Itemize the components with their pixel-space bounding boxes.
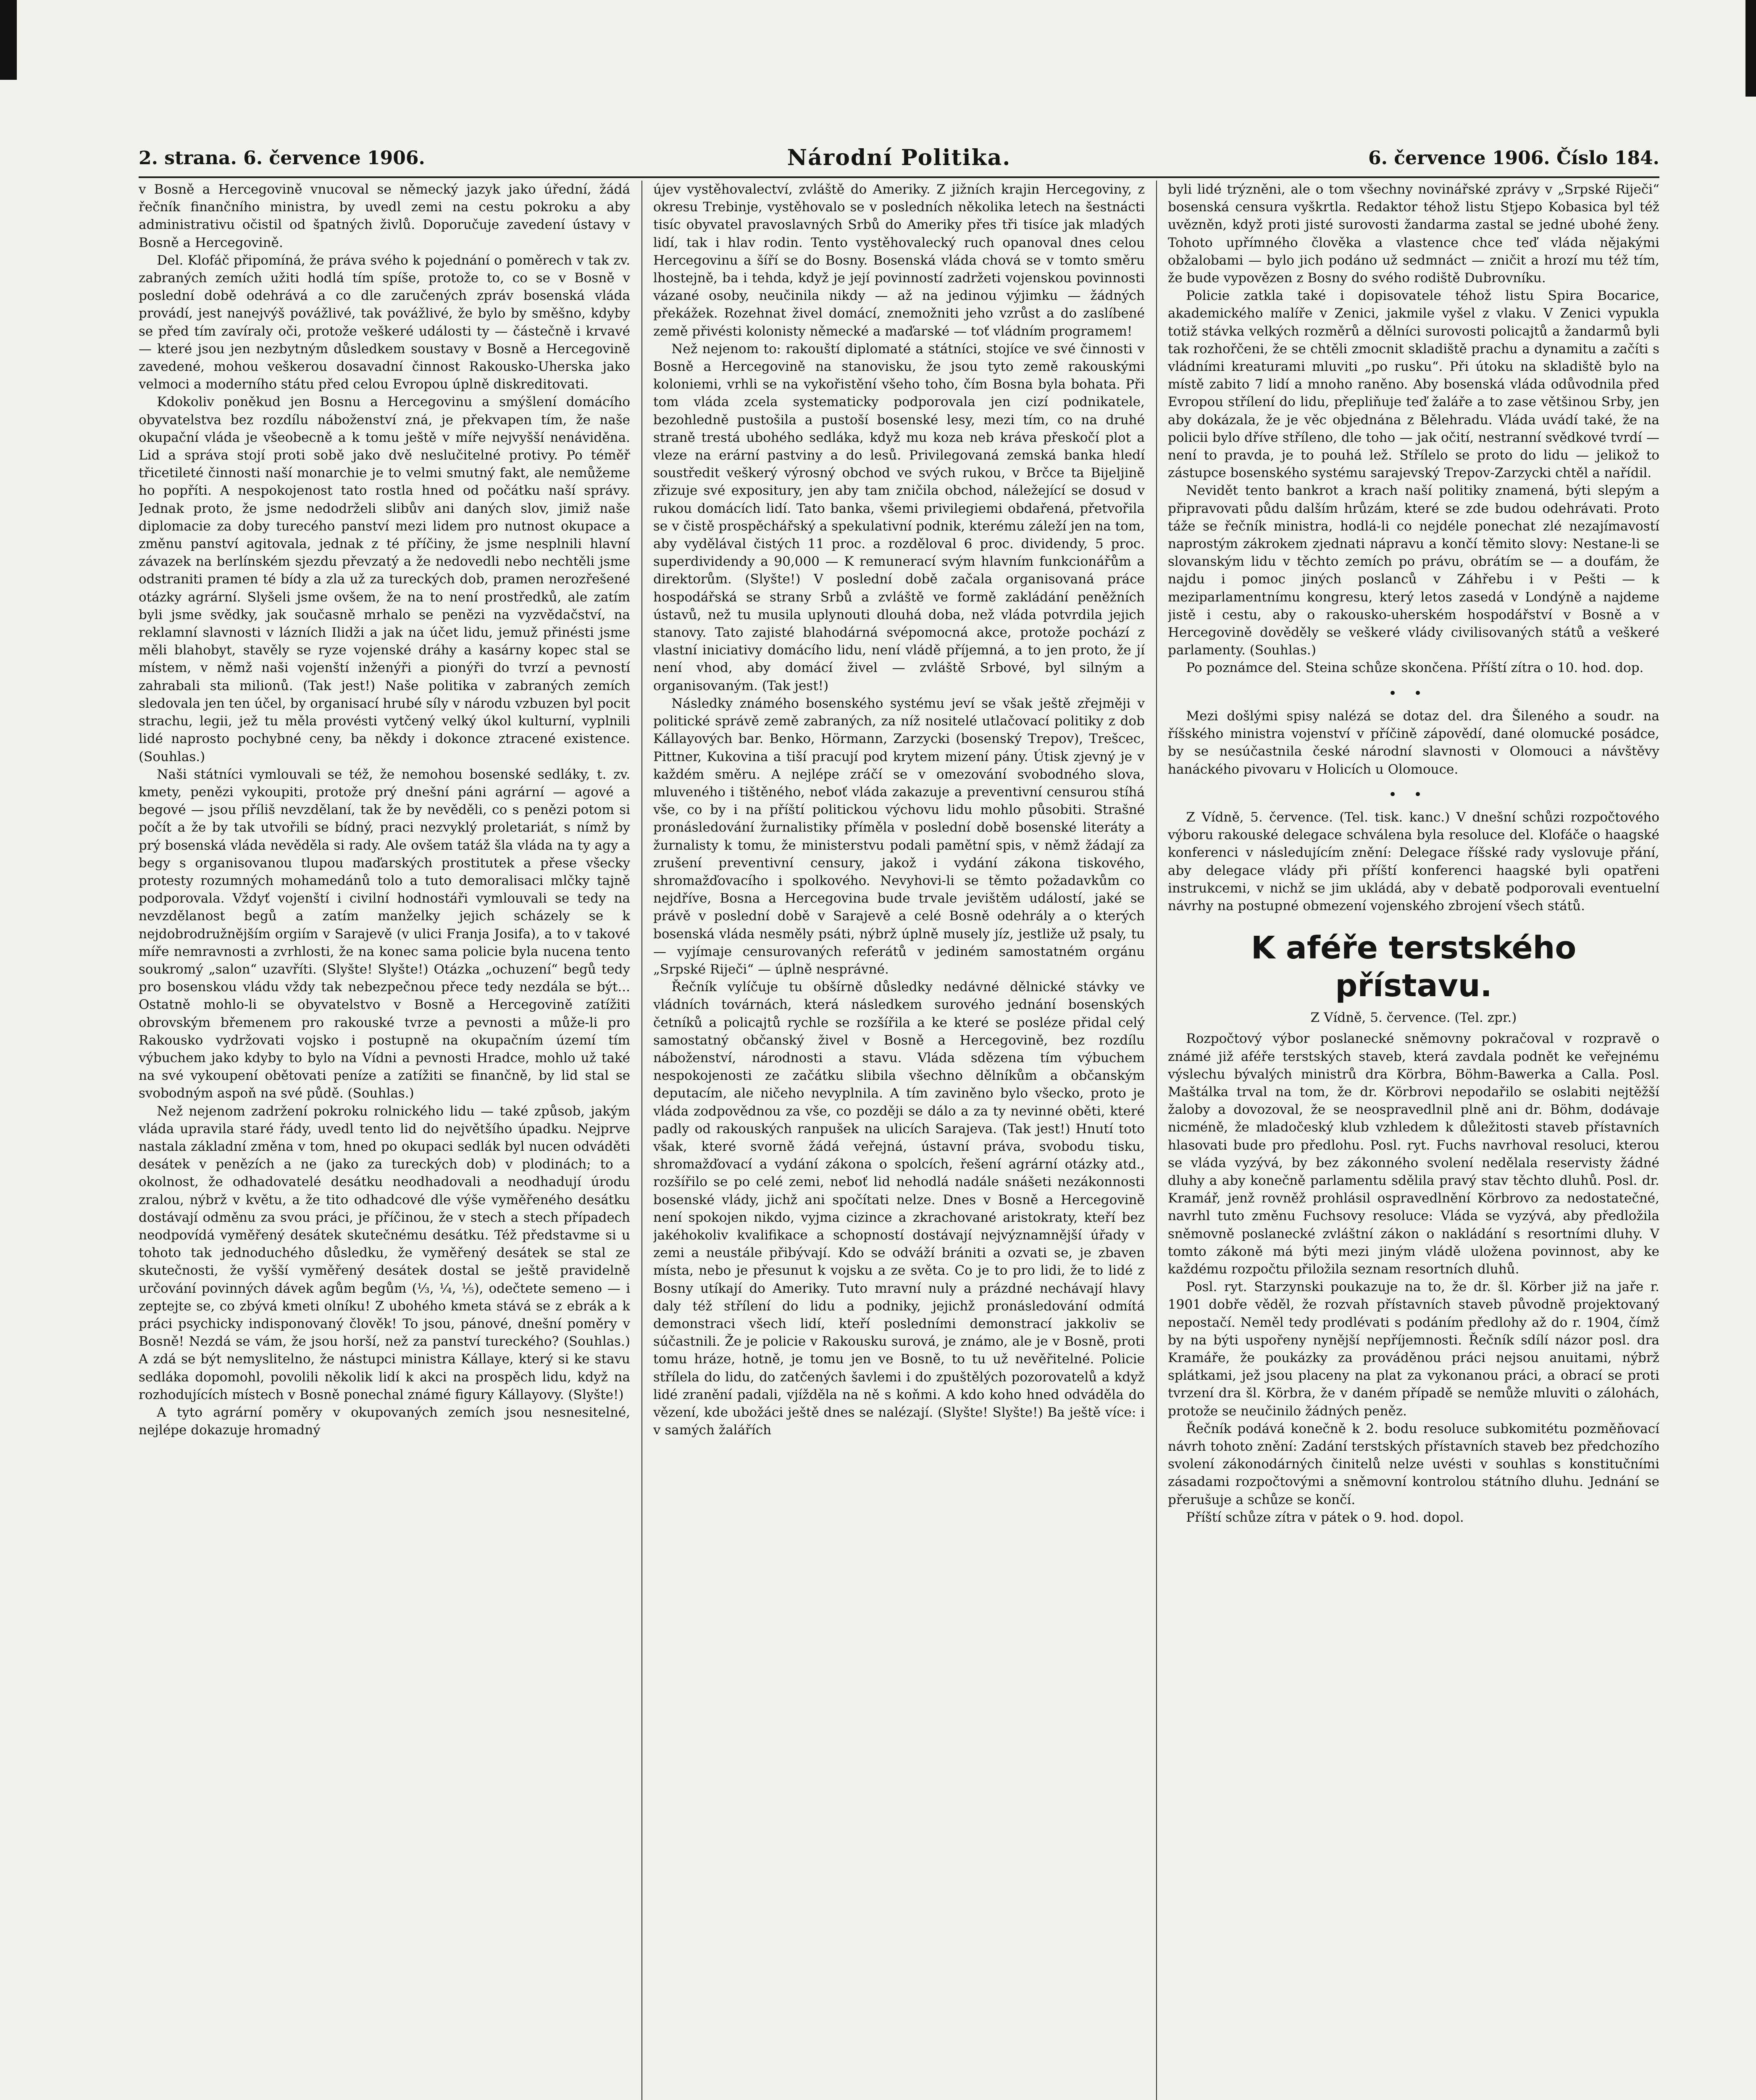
- paragraph: Policie zatkla také i dopisovatele téhož listu Spira Bocarice, akademického malíře v Zenici, jakmile vyšel z vlaku. V Zenici vypukla totiž stávka velkých rozměrů a dělníci surovosti policajtů a žandarmů byli tak rozhořčeni, že se chtěli zmocnit skladiště prachu a dynamitu a začíti s vládními kreaturami mluviti „po rusku“. Při útoku na skladiště bylo na místě zabito 7 lidí a mnoho raněno. Aby bosenská vláda odůvodnila před Evropou střílení do lidu, přepliňuje teď žaláře a to zase většinou Srby, jen aby dokázala, že je věc objednána z Bělehradu. Vláda uvádí také, že na policii bylo dříve stříleno, dle toho — jak očití, nestranní svědkové tvrdí — není to pravda, je to pouhá lež. Střílelo se proto do lidu — jelikož to zástupce bosenského systému sarajevský Trepov-Zarzycki chtěl a nařídil.: [1168, 288, 1659, 481]
- paragraph: Nevidět tento bankrot a krach naší politiky znamená, býti slepým a připravovati půdu dalším hrůzám, které se zde budou odehrávati. Proto táže se řečník ministra, hodlá-li co nejdéle ponechat zlé nezajímavostí naprostým zákrokem zjednati nápravu a končí těmito slovy: Nestane-li se slovanským lidu v těchto zemích po právu, obrátím se — a doufám, že najdu i pomoc jiných poslanců v Záhřebu i v Pešti — k meziparlamentnímu kongresu, který letos zasedá v Londýně a najdeme jistě i cestu, aby o rakousko-uherském hospodářství v Bosně a v Hercegovině dověděly se veškeré vlády civilisovaných států a veškeré parlamenty. (Souhlas.): [1168, 483, 1659, 658]
- article-headline: K aféře terstského přístavu.: [1251, 930, 1577, 1004]
- paragraph: Naši státníci vymlouvali se též, že nemohou bosenské sedláky, t. zv. kmety, penězi vykoupiti, protože prý dnešní páni agrární — agové a begové — jsou příliš nevzdělaní, tak že by nevěděli, co s penězi potom si počít a že by tak utvořili se bídný, praci nezvyklý proletariát, s nímž by prý bosenská vláda nevěděla si rady. Ale ovšem tatáž šla vláda na ty agy a begy s organisovanou tlupou maďarských prostitutek a přese všecky protesty rozumných mohamedánů tolo a tuto demoralisaci mlčky tajně podporovala. Vždyť vojenští i civilní hodnostáři vymlouvali se tedy na nevzdělanost begů a zatím manželky jejich scházely se k nejdobrodružnějším orgiím v Sarajevě (v ulici Franja Josifa), a to v takové míře nemravnosti a zvrhlosti, že na konec sama policie byla nucena tento soukromý „salon“ uzavříti. (Slyšte! Slyšte!) Otázka „ochuzení“ begů tedy pro bosenskou vládu vždy tak nebezpečnou přece tedy nezdála se být... Ostatně mohlo-li se obyvatelstvo v Bosně a Hercegovině zatížiti obrovským břemenem pro rakouské tvrze a pevnosti a může-li pro Rakousko vydržovati vojsko i postupně na okupačním území tím výbuchem jako kdyby to bylo na Vídni a pevnosti Hradce, mohlo už také na své vykoupení obětovati peníze a zatížiti se finančně, by lid stal se svobodným aspoň na své půdě. (Souhlas.): [139, 766, 630, 1101]
- newspaper-page: [139, 139, 1659, 2100]
- paragraph: újev vystěhovalectví, zvláště do Ameriky. Z jižních krajin Hercegoviny, z okresu Trebinje, vystěhovalo se v posledních několika letech na šestnácti tisíc obyvatel pravoslavných Srbů do Ameriky přes tři tisíce jak mladých lidí, tak i hlav rodin. Tento vystěhovalecký ruch opanoval dnes celou Hercegovinu a šíří se do Bosny. Bosenská vláda chová se v tomto směru lhostejně, ba i tehda, když je její povinností zadržeti vojenskou povinnosti vázané osoby, neučinila nikdy — až na jedinou výjimku — žádných překážek. Rozehnat živel domácí, znemožniti jeho vzrůst a do zaslíbené země přivésti kolonisty německé a maďarské — toť vládním programem!: [653, 182, 1145, 339]
- paragraph: Mezi došlými spisy nalézá se dotaz del. dra Šileného a soudr. na říšského ministra vojenství v příčině zápovědí, dané olomucké posádce, by se nesúčastnila české národní slavnosti v Olomouci a návštěvy hanáckého pivovaru v Holicích u Olomouce.: [1168, 708, 1659, 777]
- column-divider: [1156, 181, 1157, 2100]
- paragraph: Řečník podává konečně k 2. bodu resoluce subkomitétu pozměňovací návrh tohoto znění: Zadání terstských přístavních staveb bez předchozího svolení zákonodárných činitelů nelze uvésti v souhlas s konstitučními zásadami rozpočtovými a sněmovní kontrolou státního dluhu. Jednání se přerušuje a schůze se končí.: [1168, 1421, 1659, 1507]
- paragraph: Než nejenom to: rakouští diplomaté a státníci, stojíce ve své činnosti v Bosně a Hercegovině na stanovisku, že jsou tyto země rakouskými koloniemi, vrhli se na vykořistění všeho toho, čím Bosna byla bohata. Při tom vláda zcela systematicky podporovala jen cizí podnikatele, bezohledně pustošila a pustoší bosenské lesy, mezi tím, co na druhé straně trestá ubohého sedláka, když mu koza neb kráva přeskočí plot a vleze na erární pastviny a do lesů. Privilegovaná zemská banka hledí soustředit veškerý výrosný obchod ve svých rukou, v Brčce ta Bijeljině zřizuje své expositury, jen aby tam zničila obchod, náležející se dosud v rukou domácích lidí. Tato banka, všemi privilegiemi obdařená, přetvořila se v čistě prospěchářský a spekulativní podnik, kterému záleží jen na tom, aby vydělával čistých 11 proc. a rozděloval 6 proc. dividendy, 5 proc. superdividendy a 90,000 — K remunerací svým hlavním funkcionářům a direktorům. (Slyšte!) V poslední době začala organisovaná práce hospodářská se strany Srbů a zvláště ve formě zakládání peněžních ústavů, než tu musila uplynouti dlouhá doba, než vláda potvrdila jejich stanovy. Tato zajisté blahodárná svépomocná akce, protože pochází z vlastní iniciativy domácího lidu, není vládě příjemná, a to jen proto, že jí není vhod, aby domácí živel — zvláště Srbové, byl silným a organisovaným. (Tak jest!): [653, 341, 1145, 693]
- paragraph: Následky známého bosenského systému jeví se však ještě zřejměji v politické správě země zabraných, za níž nositelé utlačovací politiky z dob Kállayových bar. Benko, Hörmann, Zarzycki (bosenský Trepov), Trešcec, Pittner, Kukovina a tiší pracují pod krytem mizení pány. Útisk zjevný je v každém směru. A nejlépe zráčí se v omezování svobodného slova, mluveného i tištěného, neboť vláda zakazuje a preventivní censurou stíhá vše, co by i na příští politickou výchovu lidu mohlo působiti. Strašné pronásledování žurnalistiky příměla v poslední době bosenské literáty a žurnalisty k tomu, že ministerstvu podali pamětní spis, v němž žádají za zrušení preventivní censury, jakož i vydání zákona tiskového, shromažďovacího i spolkového. Nevyhovi-li se těmto požadavkům co nejdříve, Bosna a Hercegovina bude trvale jevištěm událostí, jaké se právě v poslední době v Sarajevě a celé Bosně odehrály a o kterých bosenská vláda nesměly psáti, nýbrž úplně musely jíz, jestliže už psaly, tu — vyjímaje censurovaných referátů v jediném samostatném orgánu „Srpské Riječi“ — úplně nesprávné.: [653, 696, 1145, 977]
- article-dateline: Z Vídně, 5. července. (Tel. zpr.): [1310, 1010, 1517, 1026]
- paragraph: Posl. ryt. Starzynski poukazuje na to, že dr. šl. Körber již na jaře r. 1901 dobře věděl, že rozvah přístavních staveb původně projektovaný nepostačí. Neměl tedy prodlévati s podáním předlohy až do r. 1904, čímž by na býti uspořeny nynější nepříjemnosti. Řečník sdílí názor posl. dra Kramáře, že poukázky za prováděnou práci nejsou anuitami, nýbrž splátkami, jež jsou placeny na plat za vykonanou práci, a obrací se proti tvrzení dra šl. Körbra, že v daném případě se nemůže mluviti o zálohách, protože se neučinilo žádných peněz.: [1168, 1279, 1659, 1419]
- section-separator: ••: [1388, 786, 1439, 803]
- scan-edge-mark: [1745, 0, 1756, 97]
- page-header: [139, 139, 1659, 178]
- paragraph: Než nejenom zadržení pokroku rolnického lidu — také způsob, jakým vláda upravila staré řády, uvedl tento lid do největšího úpadku. Nejprve nastala základní změna v tom, hned po okupaci sedlák byl nucen odváděti desátek v penězích a ne (jako za tureckých dob) v plodinách; to a okolnost, že odhadovatelé desátku neodhadovali a neodhadují úrodu zralou, nýbrž v květu, a že tito odhadcové dle výše vyměřeného desátku dostávají odměnu za svou práci, je příčinou, že v stech a stech případech neodpovídá vyměřený desátek skutečnému desátku. Též představme si u tohoto tak jednoduchého důsledku, že vyměřený desátek se stal ze skutečnosti, že vyšší vyměřený desátek dostal se ještě pravidelně určování povinných dávek agům begům (⅓, ¼, ⅕), odečtete semeno — i zeptejte se, co zbývá kmeti olníku! Z ubohého kmeta stává se z ebrák a k práci psychicky indisponovaný člověk! To jsou, pánové, dnešní poměry v Bosně! Nezdá se vám, že jsou horší, než za panství tureckého? (Souhlas.) A zdá se být nemyslitelno, že nástupci ministra Kállaye, který si ke stavu sedláka dopomohl, povolili několik lidí k akci na prospěch lidu, když na rozhodujících místech v Bosně ponechal známé figury Kállayovy. (Slyšte!): [139, 1103, 630, 1402]
- page-number-date: 2. strana. 6. července 1906.: [139, 147, 425, 169]
- article-columns: [139, 181, 1659, 2100]
- column-middle: [653, 181, 1145, 2100]
- issue-number-date: 6. července 1906. Číslo 184.: [1368, 147, 1659, 169]
- paragraph: Příští schůze zítra v pátek o 9. hod. dopol.: [1186, 1509, 1464, 1525]
- paragraph: A tyto agrární poměry v okupovaných zemích jsou nesnesitelné, nejlépe dokazuje hromadný: [139, 1405, 630, 1438]
- paragraph: Řečník vylíčuje tu obšírně důsledky nedávné dělnické stávky ve vládních továrnách, která následkem surového jednání bosenských četníků a policajtů rychle se rozšířila a ke které se posléze přidal celý samostatný občanský živel v Bosně a Hercegovině, bez rozdílu náboženství, národnosti a stavu. Vláda sdězena tím výbuchem nespokojenosti ze začátku slibila všechno dělníkům a občanským deputacím, ale ničeho nevyplnila. A tím zaviněno bylo všecko, proto je vláda zodpovědnou za vše, co později se dálo a za ty nevinné oběti, které padly od rakouských ranpušek na ulicích Sarajeva. (Tak jest!) Hnutí toto však, které svorně žádá veřejná, ústavní práva, svobodu tisku, shromažďovací a vydání zákona o spolcích, řešení agrární otázky atd., rozšířilo se po celé zemi, neboť lid nehodlá nadále snášeti nezákonnosti bosenské vlády, jichž ani spočítati nelze. Dnes v Bosně a Hercegovině není spokojen nikdo, vyjma cizince a zkrachované aristokraty, kteří bez jakéhokoliv kvalifikace a schopností dostávají nejvýznamnější úřady v zemi a neustále přibývají. Kdo se odváží brániti a ozvati se, je zbaven místa, nebo je přesunut k vojsku a ze světa. Co je to pro lidi, že to lidé z Bosny utíkají do Ameriky. Tuto mravní nuly a prázdné nechávají hlavy daly též střílení do lidu a podniky, jejichž pronásledování odmítá demonstraci všech lidí, kteří posledními demonstrací jakkoliv se súčastnili. Že je policie v Rakousku surová, je známo, ale je v Bosně, proti tomu hráze, hotně, je tomu jen ve Bosně, to tu už nevěřitelné. Policie střílela do lidu, do zatčených šavlemi i do zpuštělých pozorovatelů a když lidé zranění padali, vjížděla na ně s koňmi. A kdo koho hned odváděla do vězení, kde ubožáci ještě dnes se nalézají. (Slyšte! Slyšte!) Ba ještě více: i v samých žalářích: [653, 979, 1145, 1438]
- column-left: [139, 181, 630, 2100]
- paragraph: Z Vídně, 5. července. (Tel. tisk. kanc.) V dnešní schůzi rozpočtového výboru rakouské delegace schválena byla resoluce del. Klofáče o haagské konferenci v následujícím znění: Delegace říšské rady vyslovuje přání, aby delegace vlády při příští konferenci haagské byli opatřeni instrukcemi, v nichž se jim ukládá, aby v debatě podporovali eventuelní návrhy na postupné obmezení vojenského zbrojení všech států.: [1168, 809, 1659, 914]
- paragraph: Del. Klofáč připomíná, že práva svého k pojednání o poměrech v tak zv. zabraných zemích užiti hodlá tím spíše, protože to, co se v Bosně v poslední době odehrává a co dle zaručených zpráv bosenská vláda provádí, jest nanejvýš povážlivé, tak povážlivé, že bylo by směšno, kdyby se před tím zavíraly oči, protože veškeré události ty — částečně i krvavé — které jsou jen nezbytným důsledkem soustavy v Bosně a Hercegovině zavedené, mohou veškerou dosavadní činnost Rakousko-Uherska jako velmoci a moderního státu před celou Evropou úplně diskreditovati.: [139, 252, 630, 392]
- paragraph: Rozpočtový výbor poslanecké sněmovny pokračoval v rozpravě o známé již aféře terstských staveb, která zavdala podnět ke veřejnému výslechu bývalých ministrů dra Körbra, Böhm-Bawerka a Calla. Posl. Maštálka trval na tom, že dr. Körbrovi nepodařilo se oslabiti nejtěžší žaloby a dovozoval, že se neospravedlnil plně ani dr. Böhm, dodávaje nicméně, že mladočeský klub vzhledem k důležitosti staveb přístavních hlasovati bude pro předlohu. Posl. ryt. Fuchs navrhoval resoluci, kterou se vláda vyzývá, by bez zákonného svolení nedělala reservisty žádné dluhy a aby konečně parlamentu sdělila pravý stav těchto dluhů. Posl. dr. Kramář, jenž rovněž prohlásil ospravedlnění Körbrovo za nedostatečné, navrhl tuto změnu Fuchsovy resoluce: Vláda se vyzývá, aby předložila sněmovně poslanecké zvláštní zákon o nakládání s resortními dluhy. V tomto zákoně má býti mezi jiným vládě uložena povinnost, aby ke každému rozpočtu přiložila seznam resortních dluhů.: [1168, 1031, 1659, 1277]
- paragraph: v Bosně a Hercegovině vnucoval se německý jazyk jako úřední, žádá řečník finančního ministra, by uvedl zemi na cestu pokroku a aby administrativu očistil od špatných živlů. Doporučuje zavedení ústavy v Bosně a Hercegovině.: [139, 182, 630, 250]
- scan-edge-mark: [0, 0, 17, 80]
- paragraph: byli lidé trýzněni, ale o tom všechny novinářské zprávy v „Srpské Riječi“ bosenská censura vyškrtla. Redaktor téhož listu Stjepo Kobasica byl též uvězněn, když proti jisté surovosti žandarma zastal se jedné ubohé ženy. Tohoto upřímného člověka a vlastence chce teď vláda nějakými obžalobami — bylo jich podáno už sedmnáct — zničit a hrozí mu též tím, že bude vypovězen z Bosny do svého rodiště Dubrovníku.: [1168, 182, 1659, 286]
- newspaper-title: Národní Politika.: [787, 145, 1011, 171]
- section-separator: ••: [1388, 685, 1439, 702]
- paragraph: Po poznámce del. Steina schůze skončena. Příští zítra o 10. hod. dop.: [1186, 660, 1644, 676]
- column-right: [1168, 181, 1659, 2100]
- paragraph: Kdokoliv poněkud jen Bosnu a Hercegovinu a smýšlení domácího obyvatelstva bez rozdílu náboženství zná, je překvapen tím, že naše okupační vláda je všeobecně a k tomu ještě v míře nejvyšší nenáviděna. Lid a správa stojí proti sobě jako dvě neslučitelné protivy. Po téměř třicetileté činnosti naší monarchie je to velmi smutný fakt, ale nemůžeme ho popříti. A nespokojenost tato rostla hned od počátku naší správy. Jednak proto, že jsme nedodrželi slibův ani daných slov, jimiž naše diplomacie za doby turecého panství mezi lidem pro nutnost okupace a změnu panství agitovala, jednak z té příčiny, že jsme nesplnili hlavní závazek na berlínském sjezdu převzatý a že nedovedli nebo nechtěli jsme odstraniti pramen té bídy a zla už za tureckých dob, pramen nerozřešené otázky agrární. Slyšeli jsme ovšem, že na to není prostředků, ale zatím byli jsme svědky, jak současně mrhalo se penězi na vyzvědačství, na reklamní slavnosti v lázních Ilidži a jak na účet lidu, jemuž přinésti jsme měli blahobyt, stavěly se ryze vojenské dráhy a kasárny kopec stal se místem, v němž naši vojenští inženýři a pionýři do tvrzí a pevností zahrabali sta milionů. (Tak jest!) Naše politika v zabraných zemích sledovala jen ten účel, by organisací hrubé síly v národu vzbuzen byl pocit strachu, legii, jež tu měla provésti vytčený velký úkol kulturní, vyplnili lidé naprosto pochybné ceny, ba někdy i dokonce ztracené existence. (Souhlas.): [139, 394, 630, 764]
- column-divider: [641, 181, 642, 2100]
